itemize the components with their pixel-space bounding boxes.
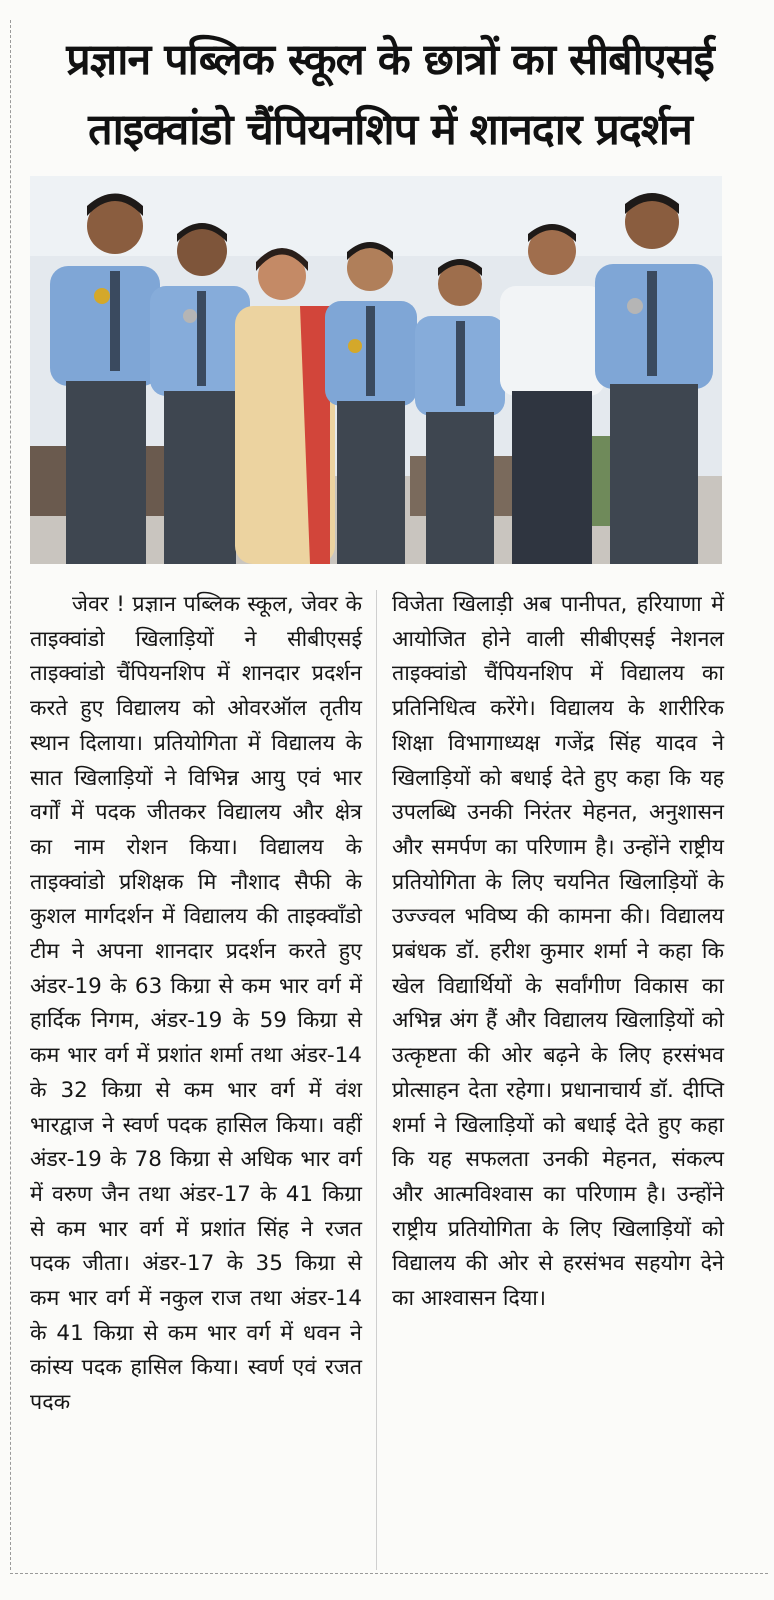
page-edge-left <box>10 20 11 1570</box>
article-column-right <box>392 588 724 1317</box>
column-divider <box>376 590 377 1570</box>
headline-line-2: ताइक्वांडो चैंपियनशिप में शानदार प्रदर्शन <box>88 105 692 155</box>
article-column-left <box>30 588 362 1421</box>
group-photo-illustration <box>30 176 722 564</box>
headline-line-1: प्रज्ञान पब्लिक स्कूल के छात्रों का सीबीएसई <box>66 35 714 85</box>
news-photo <box>30 176 722 564</box>
article-body-left: जेवर ! प्रज्ञान पब्लिक स्कूल, जेवर के ताइक्वांडो खिलाड़ियों ने सीबीएसई ताइक्वांडो चैंपियनशिप में शानदार प्रदर्शन करते हुए विद्यालय को ओवरऑल तृतीय स्थान दिलाया। प्रतियोगिता में विद्यालय के सात खिलाड़ियों ने विभिन्न आयु एवं भार वर्गों में पदक जीतकर विद्यालय और क्षेत्र का नाम रोशन किया। विद्यालय के ताइक्वांडो प्रशिक्षक मि नौशाद सैफी के कुशल मार्गदर्शन में विद्यालय की ताइक्वाँडो टीम ने अपना शानदार प्रदर्शन करते हुए अंडर-19 के 63 किग्रा से कम भार वर्ग में हार्दिक निगम, अंडर-19 के 59 किग्रा से कम भार वर्ग में प्रशांत शर्मा तथा अंडर-14 के 32 किग्रा से कम भार वर्ग में वंश भारद्वाज ने स्वर्ण पदक हासिल किया। वहीं अंडर-19 के 78 किग्रा से अधिक भार वर्ग में वरुण जैन तथा अंडर-17 के 41 किग्रा से कम भार वर्ग में प्रशांत सिंह ने रजत पदक जीता। अंडर-17 के 35 किग्रा से कम भार वर्ग में नकुल राज तथा अंडर-14 के 41 किग्रा से कम भार वर्ग में धवन ने कांस्य पदक हासिल किया। स्वर्ण एवं रजत पदक <box>30 592 362 1416</box>
page-edge-bottom <box>10 1573 768 1574</box>
article-body-right: विजेता खिलाड़ी अब पानीपत, हरियाणा में आयोजित होने वाली सीबीएसई नेशनल ताइक्वांडो चैंपियनशिप में विद्यालय का प्रतिनिधित्व करेंगे। विद्यालय के शारीरिक शिक्षा विभागाध्यक्ष गजेंद्र सिंह यादव ने खिलाड़ियों को बधाई देते हुए कहा कि यह उपलब्धि उनकी निरंतर मेहनत, अनुशासन और समर्पण का परिणाम है। उन्होंने राष्ट्रीय प्रतियोगिता के लिए चयनित खिलाड़ियों के उज्ज्वल भविष्य की कामना की। विद्यालय प्रबंधक डॉ. हरीश कुमार शर्मा ने कहा कि खेल विद्यार्थियों के सर्वांगीण विकास का अभिन्न अंग हैं और विद्यालय खिलाड़ियों को उत्कृष्टता की ओर बढ़ने के लिए हरसंभव प्रोत्साहन देता रहेगा। प्रधानाचार्य डॉ. दीप्ति शर्मा ने खिलाड़ियों को बधाई देते हुए कहा कि यह सफलता उनकी मेहनत, संकल्प और आत्मविश्वास का परिणाम है। उन्होंने राष्ट्रीय प्रतियोगिता के लिए खिलाड़ियों को विद्यालय की ओर से हरसंभव सहयोग देने का आश्वासन दिया। <box>392 592 724 1312</box>
